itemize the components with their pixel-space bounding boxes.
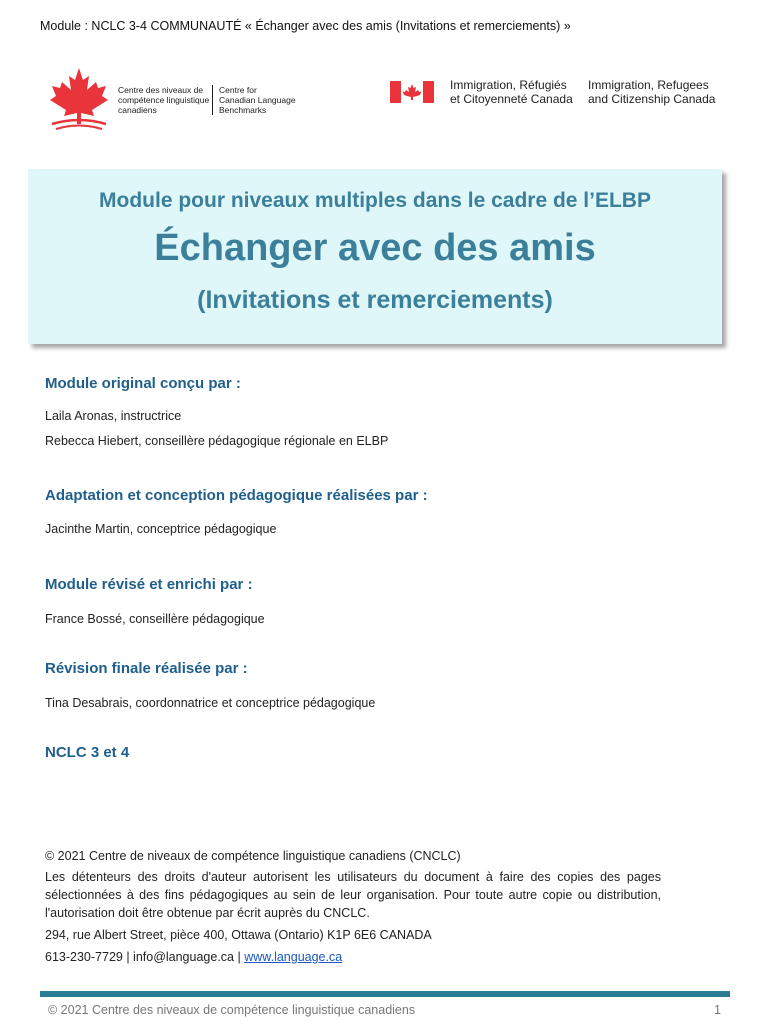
credit-person: Rebecca Hiebert, conseillère pédagogique régionale en ELBP xyxy=(45,434,389,448)
website-link[interactable]: www.language.ca xyxy=(244,950,343,964)
cclb-logo xyxy=(48,66,298,130)
cclb-en-line: Canadian Language xyxy=(219,95,296,105)
credit-person: Tina Desabrais, coordonnatrice et conceptrice pédagogique xyxy=(45,696,376,710)
cclb-name-en xyxy=(219,85,296,115)
cclb-en-line: Benchmarks xyxy=(219,105,267,115)
original-heading: Module original conçu par : xyxy=(45,375,241,392)
ircc-name-en xyxy=(588,79,715,106)
cclb-name-fr xyxy=(118,85,209,115)
maple-leaf-icon xyxy=(48,66,110,130)
cclb-fr-line: Centre des niveaux de xyxy=(118,85,204,95)
credit-person: Laila Aronas, instructrice xyxy=(45,409,182,423)
ircc-name-fr xyxy=(450,79,573,106)
credit-person: France Bossé, conseillère pédagogique xyxy=(45,612,265,626)
copyright-line: © 2021 Centre de niveaux de compétence linguistique canadiens (CNCLC) xyxy=(45,849,461,863)
ircc-en-line: Immigration, Refugees xyxy=(588,78,709,92)
title-box xyxy=(28,169,722,344)
module-title: Échanger avec des amis xyxy=(154,227,596,269)
logo-divider xyxy=(212,85,213,115)
footer-bar xyxy=(40,991,730,997)
ircc-fr-line: Immigration, Réfugiés xyxy=(450,78,567,92)
cclb-fr-line: compétence linguistique xyxy=(118,95,210,105)
cclb-fr-line: canadiens xyxy=(118,105,157,115)
final-heading: Révision finale réalisée par : xyxy=(45,660,248,677)
level-heading: NCLC 3 et 4 xyxy=(45,744,130,761)
cclb-en-line: Centre for xyxy=(219,85,257,95)
contact-info: 613-230-7729 | info@language.ca | xyxy=(45,950,245,964)
module-parenthetical: (Invitations et remerciements) xyxy=(197,286,553,314)
contact-line xyxy=(45,950,342,964)
ircc-en-line: and Citizenship Canada xyxy=(588,91,716,106)
ircc-fr-line: et Citoyenneté Canada xyxy=(450,91,573,106)
module-subtitle: Module pour niveaux multiples dans le cadre de l’ELBP xyxy=(99,189,651,212)
address: 294, rue Albert Street, pièce 400, Ottawa (Ontario) K1P 6E6 CANADA xyxy=(45,928,432,942)
canada-flag-icon xyxy=(390,81,434,103)
running-header: Module : NCLC 3-4 COMMUNAUTÉ « Échanger avec des amis (Invitations et remerciements) » xyxy=(40,19,571,33)
copyright-paragraph: Les détenteurs des droits d'auteur autorisent les utilisateurs du document à faire des copies des pages sélectionnées à des fins pédagogiques au sein de leur organisation. Pour toute autre copie ou distribution, l'autorisation doit être obtenue par écrit auprès du CNCLC. xyxy=(45,870,661,920)
credit-person: Jacinthe Martin, conceptrice pédagogique xyxy=(45,522,277,536)
adaptation-heading: Adaptation et conception pédagogique réalisées par : xyxy=(45,487,428,504)
footer-copyright: © 2021 Centre des niveaux de compétence linguistique canadiens xyxy=(48,1003,416,1017)
revised-heading: Module révisé et enrichi par : xyxy=(45,576,253,593)
page-number: 1 xyxy=(714,1003,721,1017)
